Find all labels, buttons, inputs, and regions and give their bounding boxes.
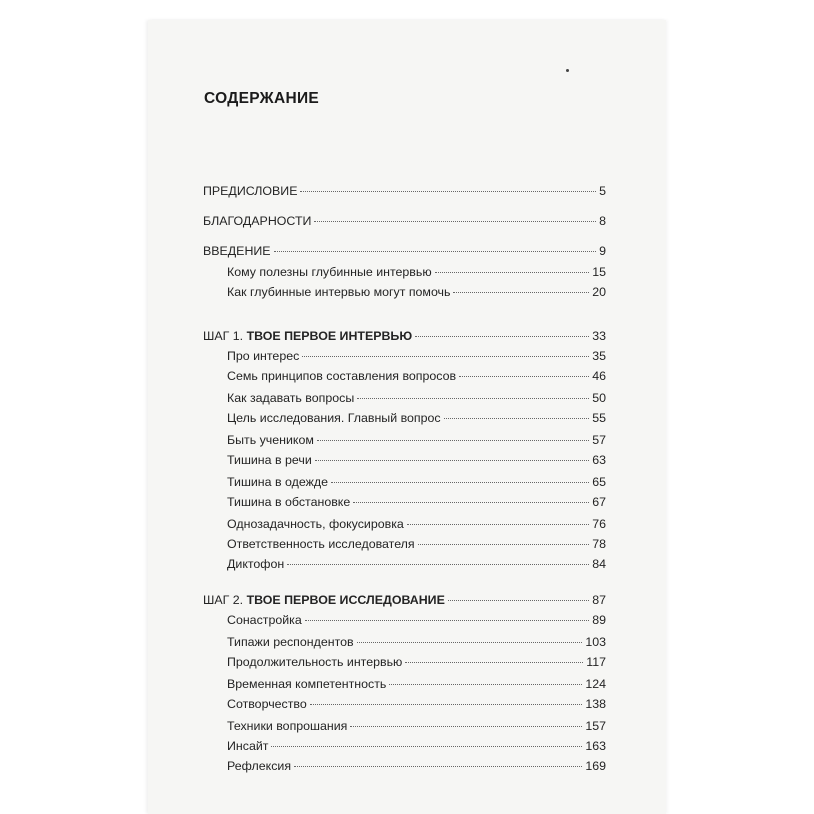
toc-subsection-entry xyxy=(227,348,606,364)
toc-subsection-entry xyxy=(227,612,606,628)
toc-subsection-entry xyxy=(227,494,606,510)
toc-page-number: 157 xyxy=(585,719,606,733)
toc-subsection-entry xyxy=(227,410,606,426)
toc-entry-title: Сонастройка xyxy=(227,613,302,627)
toc-entry-title: ПРЕДИСЛОВИЕ xyxy=(203,184,298,198)
toc-subsection-entry xyxy=(227,676,606,692)
toc-subsection-entry xyxy=(227,264,606,280)
toc-subsection-entry xyxy=(227,536,606,552)
toc-page-number: 50 xyxy=(592,391,606,405)
print-speck xyxy=(566,69,569,72)
toc-page-number: 20 xyxy=(592,285,606,299)
toc-page-number: 55 xyxy=(592,411,606,425)
toc-page-number: 78 xyxy=(592,537,606,551)
toc-entry-title: БЛАГОДАРНОСТИ xyxy=(203,214,312,228)
toc-page-number: 46 xyxy=(592,369,606,383)
toc-entry-title xyxy=(203,328,412,344)
toc-page-number: 84 xyxy=(592,557,606,571)
toc-entry-title: Как задавать вопросы xyxy=(227,391,355,405)
toc-entry-title: Тишина в речи xyxy=(227,453,312,467)
toc-dot-leader xyxy=(459,376,589,377)
toc-page-number: 33 xyxy=(592,329,606,343)
toc-entry-title: Тишина в обстановке xyxy=(227,495,351,509)
toc-page-number: 5 xyxy=(599,184,606,198)
toc-dot-leader xyxy=(287,564,589,565)
toc-page-number: 67 xyxy=(592,495,606,509)
toc-step-label: ШАГ 1. xyxy=(203,329,247,343)
toc-dot-leader xyxy=(453,292,589,293)
toc-dot-leader xyxy=(294,766,582,767)
toc-subsection-entry xyxy=(227,738,606,754)
toc-page-number: 9 xyxy=(599,244,606,258)
toc-page-number: 89 xyxy=(592,613,606,627)
toc-section-entry xyxy=(203,213,606,229)
toc-subsection-entry xyxy=(227,452,606,468)
toc-subsection-entry xyxy=(227,634,606,650)
toc-dot-leader xyxy=(314,221,596,222)
toc-dot-leader xyxy=(448,600,589,601)
toc-entry-title xyxy=(203,592,445,608)
toc-dot-leader xyxy=(389,684,582,685)
toc-dot-leader xyxy=(444,418,590,419)
toc-dot-leader xyxy=(271,746,582,747)
toc-step-title: ТВОЕ ПЕРВОЕ ИНТЕРВЬЮ xyxy=(246,329,413,343)
toc-entry-title: Семь принципов составления вопросов xyxy=(227,369,457,383)
toc-dot-leader xyxy=(331,482,589,483)
toc-dot-leader xyxy=(407,524,589,525)
toc-page-number: 63 xyxy=(592,453,606,467)
toc-entry-title: Диктофон xyxy=(227,557,285,571)
toc-entry-title: Цель исследования. Главный вопрос xyxy=(227,411,441,425)
toc-entry-title: Типажи респондентов xyxy=(227,635,354,649)
toc-subsection-entry xyxy=(227,368,606,384)
toc-entry-title: Быть учеником xyxy=(227,433,314,447)
toc-dot-leader xyxy=(315,460,589,461)
toc-entry-title: Тишина в одежде xyxy=(227,475,329,489)
toc-page-number: 87 xyxy=(592,593,606,607)
toc-entry-title: Кому полезны глубинные интервью xyxy=(227,265,432,279)
toc-subsection-entry xyxy=(227,696,606,712)
toc-dot-leader xyxy=(317,440,589,441)
toc-entry-title: Временная компетентность xyxy=(227,677,387,691)
toc-dot-leader xyxy=(274,251,597,252)
toc-dot-leader xyxy=(415,336,589,337)
toc-subsection-entry xyxy=(227,284,606,300)
toc-subsection-entry xyxy=(227,718,606,734)
toc-entry-title: Продолжительность интервью xyxy=(227,655,403,669)
toc-page-number: 76 xyxy=(592,517,606,531)
toc-dot-leader xyxy=(305,620,589,621)
toc-dot-leader xyxy=(300,191,596,192)
toc-dot-leader xyxy=(302,356,589,357)
toc-dot-leader xyxy=(353,502,589,503)
toc-section-entry xyxy=(203,328,606,344)
toc-entry-title: Инсайт xyxy=(227,739,269,753)
toc-subsection-entry xyxy=(227,432,606,448)
toc-page-number: 169 xyxy=(585,759,606,773)
toc-page-number: 8 xyxy=(599,214,606,228)
toc-section-entry xyxy=(203,592,606,608)
toc-entry-title: ВВЕДЕНИЕ xyxy=(203,244,271,258)
toc-dot-leader xyxy=(435,272,590,273)
toc-entry-title: Однозадачность, фокусировка xyxy=(227,517,404,531)
toc-page-number: 103 xyxy=(585,635,606,649)
toc-subsection-entry xyxy=(227,654,606,670)
toc-page-number: 163 xyxy=(585,739,606,753)
toc-section-entry xyxy=(203,183,606,199)
toc-entry-title: Про интерес xyxy=(227,349,300,363)
toc-subsection-entry xyxy=(227,556,606,572)
toc-section-entry xyxy=(203,243,606,259)
toc-page-number: 65 xyxy=(592,475,606,489)
toc-page-number: 15 xyxy=(592,265,606,279)
toc-page-number: 35 xyxy=(592,349,606,363)
toc-subsection-entry xyxy=(227,516,606,532)
toc-dot-leader xyxy=(357,398,589,399)
toc-dot-leader xyxy=(405,662,583,663)
toc-entry-title: Рефлексия xyxy=(227,759,292,773)
toc-entry-title: Техники вопрошания xyxy=(227,719,348,733)
toc-entry-title: Ответственность исследователя xyxy=(227,537,415,551)
toc-page-number: 117 xyxy=(586,655,606,669)
toc-dot-leader xyxy=(357,642,583,643)
toc-dot-leader xyxy=(310,704,583,705)
toc-dot-leader xyxy=(418,544,590,545)
toc-page-number: 138 xyxy=(585,697,606,711)
toc-step-title: ТВОЕ ПЕРВОЕ ИССЛЕДОВАНИЕ xyxy=(246,593,445,607)
toc-step-label: ШАГ 2. xyxy=(203,593,247,607)
toc-entry-title: Сотворчество xyxy=(227,697,307,711)
toc-dot-leader xyxy=(350,726,582,727)
toc-page-number: 57 xyxy=(592,433,606,447)
toc-subsection-entry xyxy=(227,390,606,406)
toc-entry-title: Как глубинные интервью могут помочь xyxy=(227,285,451,299)
toc-heading: СОДЕРЖАНИЕ xyxy=(204,90,320,107)
toc-subsection-entry xyxy=(227,474,606,490)
toc-page-number: 124 xyxy=(585,677,606,691)
toc-subsection-entry xyxy=(227,758,606,774)
